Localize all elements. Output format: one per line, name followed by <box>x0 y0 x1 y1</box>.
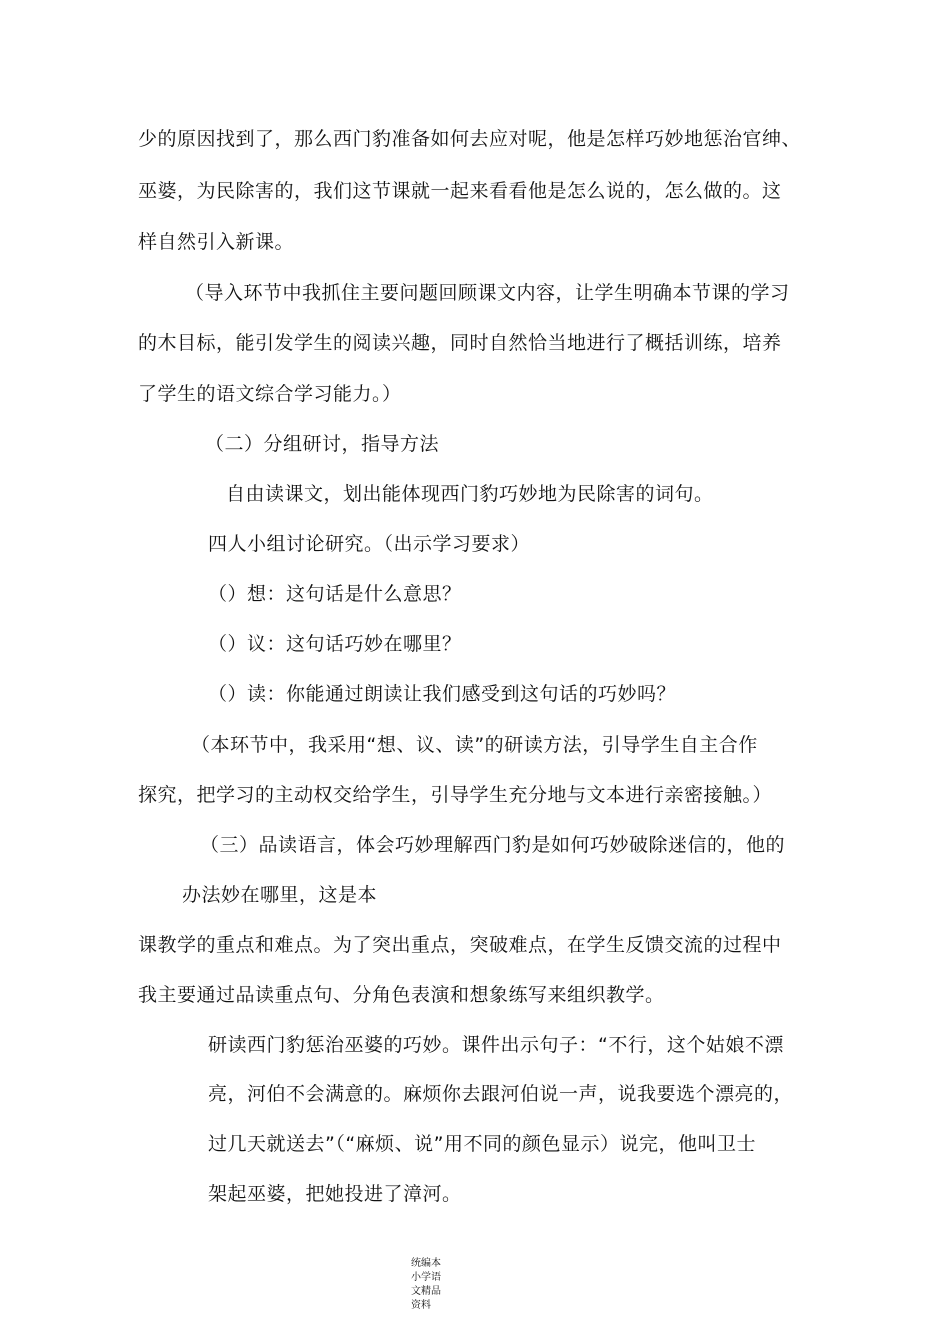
text-line: 架起巫婆，把她投进了漳河。 <box>208 1183 462 1205</box>
text-line: 课教学的重点和难点。为了突出重点，突破难点，在学生反馈交流的过程中 <box>138 934 782 956</box>
text-line: 巫婆，为民除害的，我们这节课就一起来看看他是怎么说的，怎么做的。这 <box>138 180 782 202</box>
text-line: 样自然引入新课。 <box>138 231 295 253</box>
footer-note <box>411 1257 471 1313</box>
text-line: 了学生的语文综合学习能力。） <box>138 383 402 405</box>
section-heading: （三）品读语言，体会巧妙理解西门豹是如何巧妙破除迷信的，他的 <box>200 834 786 856</box>
text-line: 自由读课文，划出能体现西门豹巧妙地为民除害的词句。 <box>226 483 714 505</box>
text-line: （）读：你能通过朗读让我们感受到这句话的巧妙吗？ <box>208 683 677 705</box>
text-line: 过几天就送去”（“麻烦、说”用不同的颜色显示）说完，他叫卫士 <box>208 1133 757 1155</box>
footer-line: 资料 <box>411 1300 431 1311</box>
text-line: （导入环节中我抓住主要问题回顾课文内容，让学生明确本节课的学习 <box>185 282 790 304</box>
footer-line: 统编本 <box>411 1258 441 1269</box>
text-line: 亮，河伯不会满意的。麻烦你去跟河伯说一声，说我要选个漂亮的， <box>208 1083 794 1105</box>
text-line: 我主要通过品读重点句、分角色表演和想象练写来组织教学。 <box>138 984 665 1006</box>
text-line: 少的原因找到了，那么西门豹准备如何去应对呢，他是怎样巧妙地惩治官绅、 <box>138 128 802 150</box>
text-line: （）想：这句话是什么意思？ <box>208 583 462 605</box>
text-line: 四人小组讨论研究。（出示学习要求） <box>208 533 531 555</box>
text-line: 研读西门豹惩治巫婆的巧妙。课件出示句子：“不行，这个姑娘不漂 <box>208 1034 784 1056</box>
section-heading: （二）分组研讨，指导方法 <box>205 433 440 455</box>
text-line: 探究，把学习的主动权交给学生，引导学生充分地与文本进行亲密接触。） <box>138 784 773 806</box>
text-line: 的木目标，能引发学生的阅读兴趣，同时自然恰当地进行了概括训练，培养 <box>138 332 782 354</box>
footer-line: 文精品 <box>411 1286 441 1297</box>
text-line: （）议：这句话巧妙在哪里？ <box>208 633 462 655</box>
text-line: （本环节中，我采用“想、议、读”的研读方法，引导学生自主合作 <box>191 734 758 756</box>
footer-line: 小学语 <box>411 1272 441 1283</box>
text-line: 办法妙在哪里，这是本 <box>182 884 378 906</box>
